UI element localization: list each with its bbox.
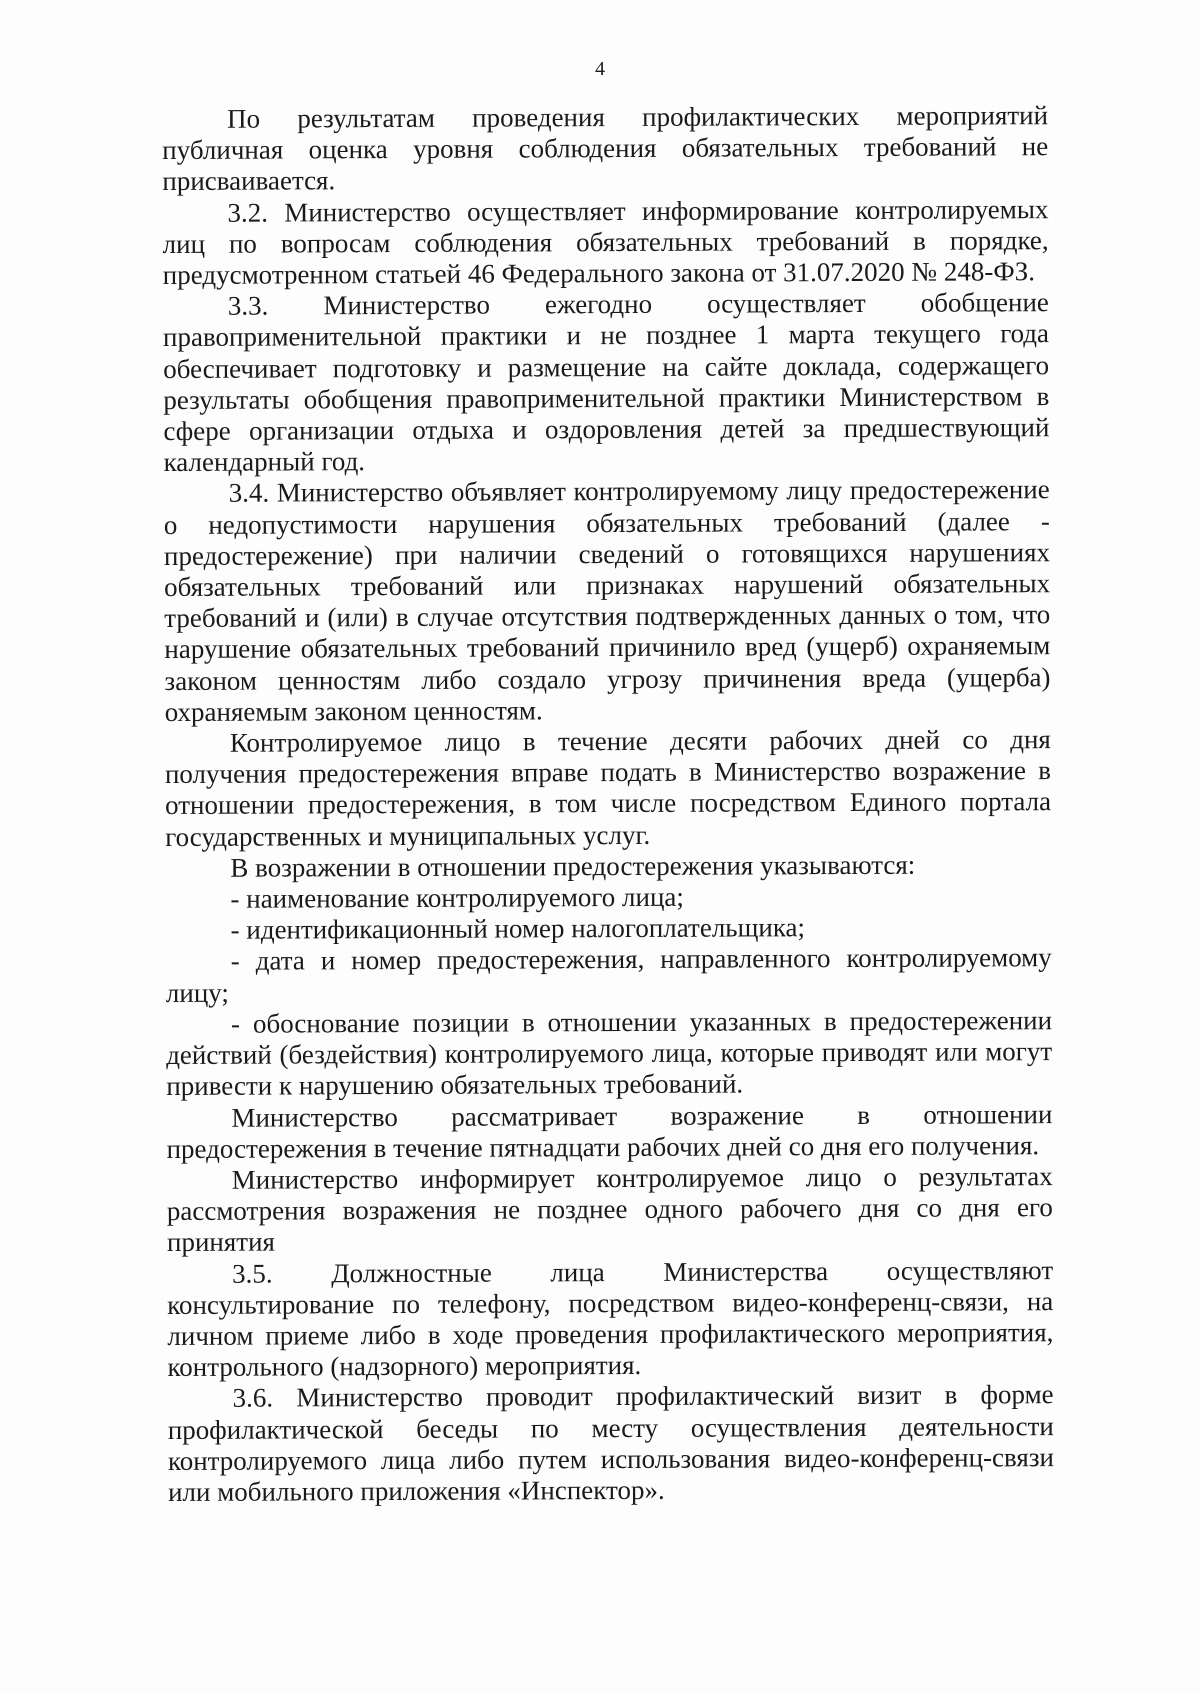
list-item-justification: - обоснование позиции в отношении указанных в предостережении действий (бездействия) контролируемого лица, которые приводят или могут привести к нарушению обязательных требований. [166, 1005, 1053, 1102]
paragraph-objection-contents: В возражении в отношении предостережения указываются: [230, 849, 916, 883]
paragraph-public-assessment: По результатам проведения профилактических мероприятий публичная оценка уровня соблюдения обязательных требований не присваивается. [162, 100, 1049, 197]
paragraph-objection-review: Министерство рассматривает возражение в отношении предостережения в течение пятнадцати рабочих дней со дня его получения. [166, 1098, 1053, 1164]
paragraph-3-6: 3.6. Министерство проводит профилактический визит в форме профилактической беседы по месту осуществления деятельности контролируемого лица либо путем использования видео-конференц-связи или мобильного приложения «Инспектор». [167, 1379, 1054, 1507]
paragraph-3-4: 3.4. Министерство объявляет контролируемому лицу предостережение о недопустимости нарушения обязательных требований (далее - предостережение) при наличии сведений о готовящихся нарушениях обязательных требований или признаках нарушений обязательных требований и (или) в случае отсутствия подтвержденных данных о том, что нарушение обязательных требований причинило вред (ущерб) охраняемым законом ценностям либо создало угрозу причинения вреда (ущерба) охраняемым законом ценностям. [163, 474, 1051, 727]
list-item-name: - наименование контролируемого лица; [230, 881, 684, 914]
paragraph-objection-result: Министерство информирует контролируемое лицо о результатах рассмотрения возражения не позднее одного рабочего дня со дня его принятия [166, 1161, 1053, 1258]
list-item-inn: - идентификационный номер налогоплательщика; [230, 912, 806, 945]
paragraph-objection-right: Контролируемое лицо в течение десяти рабочих дней со дня получения предостережения вправе подать в Министерство возражение в отношении предостережения, в том числе посредством Единого портала государственных и муниципальных услуг. [164, 724, 1052, 852]
document-body [162, 100, 1054, 1508]
paragraph-3-2: 3.2. Министерство осуществляет информирование контролируемых лиц по вопросам соблюдения обязательных требований в порядке, предусмотренном статьей 46 Федерального закона от 31.07.2020 № 248-ФЗ. [162, 193, 1049, 291]
paragraph-3-5: 3.5. Должностные лица Министерства осуществляют консультирование по телефону, посредством видео-конференц-связи, на личном приеме либо в ходе проведения профилактического мероприятия, контрольного (надзорного) мероприятия. [167, 1254, 1054, 1383]
page-number: 4 [595, 58, 605, 80]
paragraph-3-3: 3.3. Министерство ежегодно осуществляет обобщение правоприменительной практики и не позднее 1 марта текущего года обеспечивает подготовку и размещение на сайте доклада, содержащего результаты обобщения правоприменительной практики Министерством в сфере организации отдыха и оздоровления детей за предшествующий календарный год. [162, 287, 1050, 478]
list-item-date-number: - дата и номер предостережения, направленного контролируемому лицу; [165, 942, 1052, 1008]
